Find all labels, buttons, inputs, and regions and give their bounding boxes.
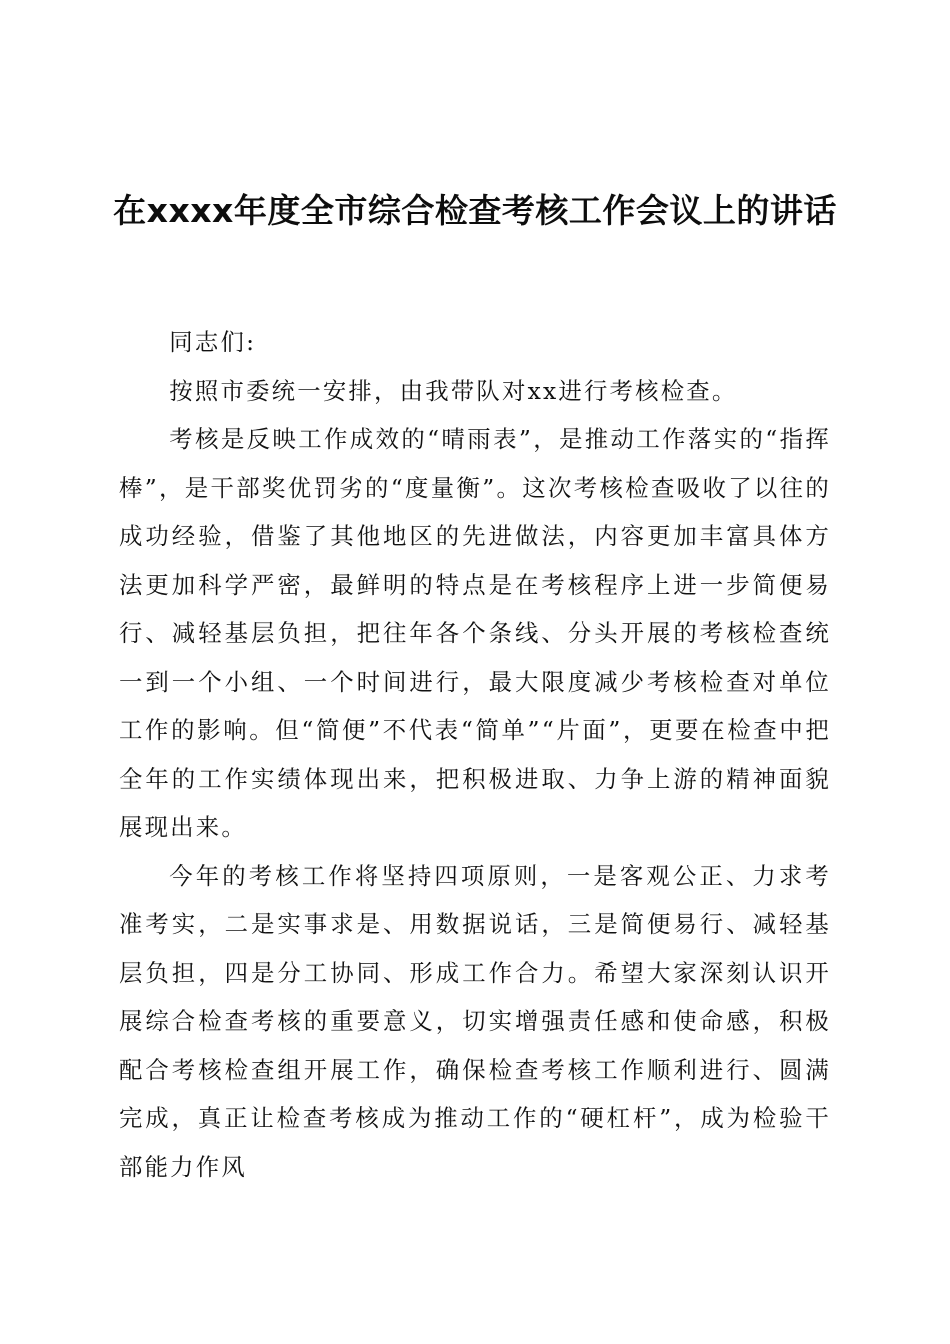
document-title: 在xxxx年度全市综合检查考核工作会议上的讲话 [113,191,837,230]
paragraph: 今年的考核工作将坚持四项原则，一是客观公正、力求考准考实，二是实事求是、用数据说话，三是简便易行、减轻基层负担，四是分工协同、形成工作合力。希望大家深刻认识开展综合检查考核的重要意义，切实增强责任感和使命感，积极配合考核检查组开展工作，确保检查考核工作顺利进行、圆满完成，真正让检查考核成为推动工作的“硬杠杆”，成为检验干部能力作风 [119,861,831,1181]
paragraph: 按照市委统一安排，由我带队对xx进行考核检查。 [169,376,738,405]
document-body [119,318,831,1191]
paragraph: 考核是反映工作成效的“晴雨表”，是推动工作落实的“指挥棒”，是干部奖优罚劣的“度量衡”。这次考核检查吸收了以往的成功经验，借鉴了其他地区的先进做法，内容更加丰富具体方法更加科学严密，最鲜明的特点是在考核程序上进一步简便易行、减轻基层负担，把往年各个条线、分头开展的考核检查统一到一个小组、一个时间进行，最大限度减少考核检查对单位工作的影响。但“简便”不代表“简单”“片面”，更要在检查中把全年的工作实绩体现出来，把积极进取、力争上游的精神面貌展现出来。 [119,425,831,841]
salutation: 同志们: [169,328,257,356]
